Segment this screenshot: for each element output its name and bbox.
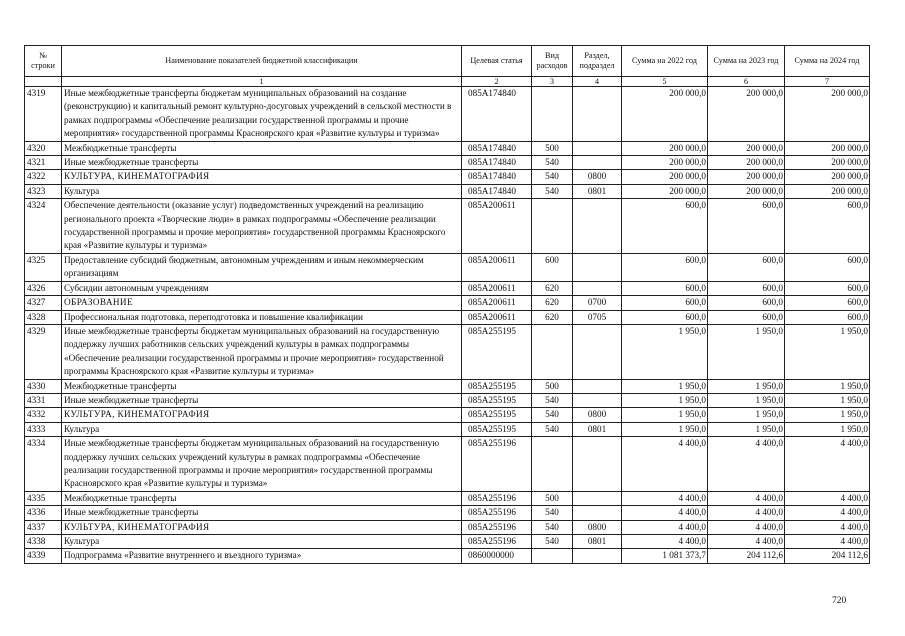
sum-2024: 4 400,0	[785, 520, 870, 534]
expense-type	[532, 549, 573, 563]
row-number: 4335	[25, 491, 62, 505]
section-code	[573, 141, 622, 155]
sum-2024: 200 000,0	[785, 170, 870, 184]
indicator-name: Межбюджетные трансферты	[62, 141, 462, 155]
row-number: 4320	[25, 141, 62, 155]
sum-2023: 1 950,0	[708, 393, 785, 407]
sum-2024: 4 400,0	[785, 535, 870, 549]
sum-2024: 1 950,0	[785, 393, 870, 407]
row-number: 4330	[25, 379, 62, 393]
table-row	[25, 170, 870, 184]
indicator-name: КУЛЬТУРА, КИНЕМАТОГРАФИЯ	[62, 520, 462, 534]
row-number: 4328	[25, 310, 62, 324]
sum-2023: 200 000,0	[708, 87, 785, 142]
column-number: 5	[622, 77, 708, 87]
target-article: 085A255196	[462, 535, 532, 549]
expense-type: 500	[532, 141, 573, 155]
sum-2023: 200 000,0	[708, 156, 785, 170]
target-article: 085A200611	[462, 310, 532, 324]
sum-2023: 1 950,0	[708, 379, 785, 393]
section-code	[573, 87, 622, 142]
row-number: 4336	[25, 506, 62, 520]
header-section: Раздел, подраздел	[573, 46, 622, 77]
sum-2022: 4 400,0	[622, 535, 708, 549]
sum-2023: 4 400,0	[708, 520, 785, 534]
table-body	[25, 77, 870, 564]
expense-type	[532, 87, 573, 142]
row-number: 4321	[25, 156, 62, 170]
indicator-name: Культура	[62, 535, 462, 549]
table-row	[25, 253, 870, 281]
table-row	[25, 324, 870, 379]
sum-2024: 200 000,0	[785, 184, 870, 198]
indicator-name: Иные межбюджетные трансферты	[62, 393, 462, 407]
page-number: 720	[832, 596, 847, 606]
expense-type: 540	[532, 422, 573, 436]
row-number: 4326	[25, 281, 62, 295]
target-article: 085A200611	[462, 199, 532, 254]
sum-2023: 200 000,0	[708, 141, 785, 155]
column-number-blank	[25, 77, 62, 87]
row-number: 4338	[25, 535, 62, 549]
sum-2022: 4 400,0	[622, 506, 708, 520]
sum-2023: 4 400,0	[708, 437, 785, 492]
indicator-name: Культура	[62, 422, 462, 436]
budget-table-sheet	[24, 45, 869, 564]
target-article: 085A255196	[462, 506, 532, 520]
expense-type: 620	[532, 281, 573, 295]
table-row	[25, 393, 870, 407]
section-code: 0800	[573, 170, 622, 184]
sum-2024: 204 112,6	[785, 549, 870, 563]
sum-2022: 1 950,0	[622, 422, 708, 436]
sum-2024: 600,0	[785, 253, 870, 281]
row-number: 4322	[25, 170, 62, 184]
table-row	[25, 437, 870, 492]
indicator-name: Культура	[62, 184, 462, 198]
section-code	[573, 199, 622, 254]
expense-type	[532, 324, 573, 379]
sum-2022: 200 000,0	[622, 156, 708, 170]
sum-2022: 200 000,0	[622, 141, 708, 155]
column-numbers-row	[25, 77, 870, 87]
target-article: 085A255196	[462, 491, 532, 505]
table-row	[25, 296, 870, 310]
indicator-name: Иные межбюджетные трансферты	[62, 156, 462, 170]
expense-type: 500	[532, 379, 573, 393]
section-code: 0801	[573, 535, 622, 549]
indicator-name: Межбюджетные трансферты	[62, 379, 462, 393]
table-row	[25, 199, 870, 254]
expense-type	[532, 437, 573, 492]
section-code	[573, 491, 622, 505]
header-row-number: № строки	[25, 46, 62, 77]
target-article: 085A174840	[462, 170, 532, 184]
expense-type: 540	[532, 184, 573, 198]
section-code: 0801	[573, 184, 622, 198]
indicator-name: Иные межбюджетные трансферты	[62, 506, 462, 520]
header-target-article: Целевая статья	[462, 46, 532, 77]
sum-2023: 1 950,0	[708, 422, 785, 436]
target-article: 085A174840	[462, 184, 532, 198]
section-code	[573, 393, 622, 407]
sum-2022: 1 081 373,7	[622, 549, 708, 563]
expense-type	[532, 199, 573, 254]
target-article: 085A174840	[462, 87, 532, 142]
header-sum-2024: Сумма на 2024 год	[785, 46, 870, 77]
indicator-name: КУЛЬТУРА, КИНЕМАТОГРАФИЯ	[62, 170, 462, 184]
target-article: 085A255195	[462, 408, 532, 422]
sum-2023: 200 000,0	[708, 170, 785, 184]
sum-2024: 600,0	[785, 296, 870, 310]
sum-2023: 200 000,0	[708, 184, 785, 198]
header-expense-type: Вид расходов	[532, 46, 573, 77]
budget-classification-table	[24, 45, 870, 564]
target-article: 085A200611	[462, 281, 532, 295]
row-number: 4324	[25, 199, 62, 254]
sum-2024: 1 950,0	[785, 422, 870, 436]
sum-2022: 200 000,0	[622, 184, 708, 198]
sum-2024: 200 000,0	[785, 156, 870, 170]
column-number: 7	[785, 77, 870, 87]
sum-2022: 1 950,0	[622, 379, 708, 393]
header-sum-2023: Сумма на 2023 год	[708, 46, 785, 77]
indicator-name: Подпрограмма «Развитие внутреннего и въездного туризма»	[62, 549, 462, 563]
target-article: 085A200611	[462, 296, 532, 310]
sum-2024: 600,0	[785, 199, 870, 254]
section-code	[573, 324, 622, 379]
section-code: 0700	[573, 296, 622, 310]
table-row	[25, 422, 870, 436]
target-article: 085A255196	[462, 520, 532, 534]
sum-2024: 4 400,0	[785, 506, 870, 520]
target-article: 085A255195	[462, 324, 532, 379]
sum-2022: 4 400,0	[622, 437, 708, 492]
indicator-name: ОБРАЗОВАНИЕ	[62, 296, 462, 310]
section-code	[573, 437, 622, 492]
table-row	[25, 408, 870, 422]
row-number: 4323	[25, 184, 62, 198]
indicator-name: Иные межбюджетные трансферты бюджетам муниципальных образований на государственную поддержку лучших работников сельских учреждений культуры в рамках подпрограммы «Обеспечение реализации государственной программы и прочие мероприятия» государственной программы Красноярского края «Развитие культуры и туризма»	[62, 324, 462, 379]
target-article: 085A200611	[462, 253, 532, 281]
section-code	[573, 379, 622, 393]
table-row	[25, 379, 870, 393]
target-article: 085A255195	[462, 422, 532, 436]
sum-2023: 600,0	[708, 253, 785, 281]
indicator-name: Иные межбюджетные трансферты бюджетам муниципальных образований на создание (реконструкцию) и капитальный ремонт культурно-досуговых учреждений в сельской местности в рамках подпрограммы «Обеспечение реализации государственной программы и прочие мероприятия» государственной программы Красноярского края «Развитие культуры и туризма»	[62, 87, 462, 142]
sum-2024: 1 950,0	[785, 324, 870, 379]
row-number: 4327	[25, 296, 62, 310]
row-number: 4333	[25, 422, 62, 436]
indicator-name: Субсидии автономным учреждениям	[62, 281, 462, 295]
sum-2022: 200 000,0	[622, 87, 708, 142]
table-row	[25, 184, 870, 198]
sum-2022: 200 000,0	[622, 170, 708, 184]
table-row	[25, 281, 870, 295]
row-number: 4332	[25, 408, 62, 422]
sum-2022: 600,0	[622, 296, 708, 310]
indicator-name: Обеспечение деятельности (оказание услуг) подведомственных учреждений на реализацию регионального проекта «Творческие люди» в рамках подпрограммы «Обеспечение реализации государственной программы и прочие мероприятия» государственной программы Красноярского края «Развитие культуры и туризма»	[62, 199, 462, 254]
sum-2024: 4 400,0	[785, 437, 870, 492]
sum-2022: 600,0	[622, 310, 708, 324]
sum-2022: 1 950,0	[622, 324, 708, 379]
row-number: 4339	[25, 549, 62, 563]
sum-2023: 4 400,0	[708, 491, 785, 505]
target-article: 085A255196	[462, 437, 532, 492]
expense-type: 540	[532, 520, 573, 534]
sum-2023: 600,0	[708, 281, 785, 295]
sum-2023: 1 950,0	[708, 408, 785, 422]
sum-2022: 600,0	[622, 253, 708, 281]
table-row	[25, 549, 870, 563]
expense-type: 540	[532, 408, 573, 422]
sum-2022: 4 400,0	[622, 520, 708, 534]
table-row	[25, 506, 870, 520]
row-number: 4319	[25, 87, 62, 142]
expense-type: 540	[532, 506, 573, 520]
sum-2024: 600,0	[785, 281, 870, 295]
header-indicator-name: Наименование показателей бюджетной классификации	[62, 46, 462, 77]
column-number: 6	[708, 77, 785, 87]
sum-2023: 204 112,6	[708, 549, 785, 563]
sum-2024: 1 950,0	[785, 408, 870, 422]
expense-type: 540	[532, 535, 573, 549]
sum-2023: 4 400,0	[708, 535, 785, 549]
sum-2024: 200 000,0	[785, 87, 870, 142]
sum-2024: 1 950,0	[785, 379, 870, 393]
column-number: 3	[532, 77, 573, 87]
header-sum-2022: Сумма на 2022 год	[622, 46, 708, 77]
sum-2024: 600,0	[785, 310, 870, 324]
expense-type: 540	[532, 156, 573, 170]
expense-type: 540	[532, 170, 573, 184]
column-number: 2	[462, 77, 532, 87]
sum-2023: 1 950,0	[708, 324, 785, 379]
row-number: 4329	[25, 324, 62, 379]
sum-2023: 4 400,0	[708, 506, 785, 520]
table-row	[25, 491, 870, 505]
section-code	[573, 253, 622, 281]
target-article: 0860000000	[462, 549, 532, 563]
sum-2022: 600,0	[622, 281, 708, 295]
section-code: 0801	[573, 422, 622, 436]
target-article: 085A174840	[462, 156, 532, 170]
row-number: 4337	[25, 520, 62, 534]
column-number: 4	[573, 77, 622, 87]
sum-2024: 4 400,0	[785, 491, 870, 505]
table-header	[25, 46, 870, 77]
indicator-name: Профессиональная подготовка, переподготовка и повышение квалификации	[62, 310, 462, 324]
section-code	[573, 281, 622, 295]
table-row	[25, 535, 870, 549]
section-code	[573, 549, 622, 563]
indicator-name: КУЛЬТУРА, КИНЕМАТОГРАФИЯ	[62, 408, 462, 422]
table-row	[25, 87, 870, 142]
table-row	[25, 141, 870, 155]
sum-2022: 1 950,0	[622, 408, 708, 422]
section-code: 0800	[573, 520, 622, 534]
table-row	[25, 156, 870, 170]
expense-type: 620	[532, 310, 573, 324]
expense-type: 620	[532, 296, 573, 310]
indicator-name: Межбюджетные трансферты	[62, 491, 462, 505]
sum-2022: 1 950,0	[622, 393, 708, 407]
indicator-name: Предоставление субсидий бюджетным, автономным учреждениям и иным некоммерческим организациям	[62, 253, 462, 281]
row-number: 4334	[25, 437, 62, 492]
section-code: 0705	[573, 310, 622, 324]
table-row	[25, 520, 870, 534]
sum-2023: 600,0	[708, 296, 785, 310]
sum-2023: 600,0	[708, 199, 785, 254]
target-article: 085A174840	[462, 141, 532, 155]
row-number: 4331	[25, 393, 62, 407]
target-article: 085A255195	[462, 379, 532, 393]
sum-2023: 600,0	[708, 310, 785, 324]
indicator-name: Иные межбюджетные трансферты бюджетам муниципальных образований на государственную поддержку лучших сельских учреждений культуры в рамках подпрограммы «Обеспечение реализации государственной программы и прочие мероприятия» государственной программы Красноярского края «Развитие культуры и туризма»	[62, 437, 462, 492]
expense-type: 500	[532, 491, 573, 505]
sum-2022: 600,0	[622, 199, 708, 254]
expense-type: 540	[532, 393, 573, 407]
sum-2024: 200 000,0	[785, 141, 870, 155]
expense-type: 600	[532, 253, 573, 281]
section-code	[573, 156, 622, 170]
section-code: 0800	[573, 408, 622, 422]
section-code	[573, 506, 622, 520]
column-number: 1	[62, 77, 462, 87]
row-number: 4325	[25, 253, 62, 281]
target-article: 085A255195	[462, 393, 532, 407]
sum-2022: 4 400,0	[622, 491, 708, 505]
table-row	[25, 310, 870, 324]
